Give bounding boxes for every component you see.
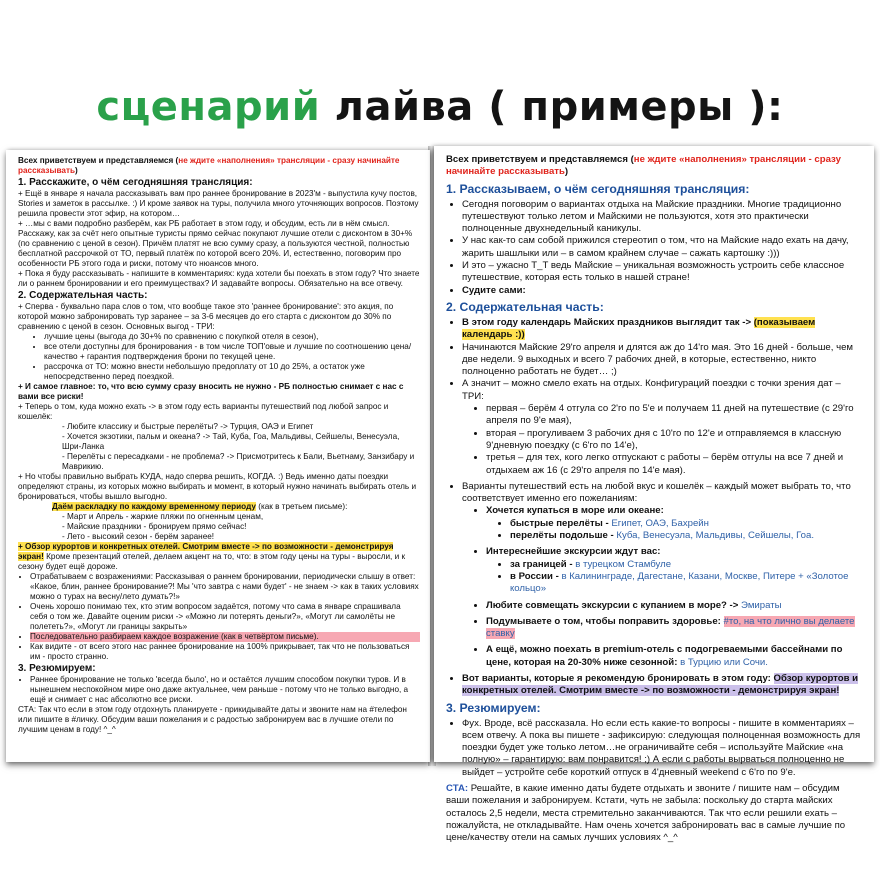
title-rest: лайва ( примеры ): xyxy=(334,84,784,130)
list-item: • Последовательно разбираем каждое возражение (как в четвёртом письме). xyxy=(30,632,420,642)
left-page xyxy=(6,150,430,762)
list-item: - Хочется экзотики, пальм и океана? -> Тай, Куба, Гоа, Мальдивы, Сейшелы, Венесуэла, Шри-Ланка xyxy=(62,432,400,451)
section-heading: 2. Содержательная часть: xyxy=(18,290,148,301)
cta-text: СТА: Решайте, в какие именно даты будете отдыхать и звоните / пишите нам – обсудим ваши пожелания и забронируем. Кстати, чуть не забыла: поскольку до старта майских осталось 2,5 недели, места стремительно заканчиваются. Так что если решили ехать – пожалуйста, не откладывайте. Нам очень хочется забронировать вас в самые лучшие по цене/качеству отели на самых лучших условиях ^_^ xyxy=(446,783,846,844)
list-item: • Отрабатываем с возражениями: Рассказывая о раннем бронировании, периодически слышу в ответ: «Какое, блин, раннее бронирование?! Мы 'что завтра с нами будет' - не знаем -> как в таких условиях можно о турах на весну/лето думать?!» xyxy=(30,572,420,602)
list-item: • вторая – прогуливаем 3 рабочих дня с 10'го по 12'е и отправляемся в классную 9'дневную поездку (с 6'го по 14'е), xyxy=(486,428,862,453)
right-page xyxy=(434,146,874,844)
section-heading: 3. Резюмируем: xyxy=(18,663,96,674)
section-heading: 1. Рассказываем, о чём сегодняшняя трансляция: xyxy=(446,181,750,196)
list-item: - Любите классику и быстрые перелёты? -> Турция, ОАЭ и Египет xyxy=(62,422,314,431)
section-heading: 3. Резюмируем: xyxy=(446,700,541,715)
list-item: • А значит – можно смело ехать на отдых. Конфигураций поездки с точки зрения дат – ТРИ: xyxy=(462,378,862,403)
period-note: Даём раскладку по каждому временному периоду (как в третьем письме): xyxy=(52,502,348,511)
summary-list xyxy=(446,718,862,779)
options-list xyxy=(446,505,862,517)
list-item: • Вот варианты, которые я рекомендую бронировать в этом году: Обзор курортов и конкретных отелей. Смотрим вместе -> по возможности - демонстрируя экран! xyxy=(462,673,862,698)
paragraph: + Пока я буду рассказывать - напишите в комментариях: куда хотели бы поехать в этом году? Что знаете ли о раннем бронировании и его преимуществах? И задавайте вопросы. Обязательно на все отвечу. xyxy=(18,269,420,288)
section-heading: 1. Расскажите, о чём сегодняшняя трансляция: xyxy=(18,177,253,188)
list-item: • Очень хорошо понимаю тех, кто этим вопросом задаётся, потому что сама в январе спрашивала себя о том же. Давайте оценим риски -> «Можно ли потерять деньги?», «Могут ли самолёты не полететь?», «Могут ли границы закрыть» xyxy=(30,602,420,632)
trip-config-list xyxy=(446,403,862,477)
paragraph: + И самое главное: то, что всю сумму сразу вносить не нужно - РБ полностью снимает с нас с вами все риски! xyxy=(18,382,404,401)
title-highlight: сценарий xyxy=(96,84,321,130)
list-item: • Судите сами: xyxy=(462,285,862,297)
list-item: • И это – ужасно T_T ведь Майские – уникальная возможность устроить себе классное путешествие, которая есть только в нашей стране! xyxy=(462,260,862,285)
list-item: • третья – для тех, кого легко отпускают с работы – берём отгулы на все 7 дней и отдыхаем аж 16 (с 29'го апреля по 14'е мая). xyxy=(486,452,862,477)
list-item: • лучшие цены (выгода до 30+% по сравнению с покупкой отеля в сезон), xyxy=(44,332,420,342)
options-list xyxy=(446,600,862,669)
list-item: • Как видите - от всего этого нас раннее бронирование на 100% прикрывает, так что не пользоваться им - просто странно. xyxy=(30,642,420,662)
list-item: • А ещё, можно поехать в premium-отель с подогреваемыми бассейнами по цене, которая на 20-30% ниже сезонной: в Турцию или Сочи. xyxy=(486,644,862,669)
list-item: • Сегодня поговорим о вариантах отдыха на Майские праздники. Многие традиционно путешествуют только летом и Майскими не пользуются, хотя это практически полноценные двухнедельный каникулы. xyxy=(462,199,862,236)
list-item: • Подумываете о том, чтобы поправить здоровье: #то, на что лично вы делаете ставку xyxy=(486,616,862,641)
intro-list xyxy=(446,199,862,297)
paragraph: + Но чтобы правильно выбрать КУДА, надо сперва решить, КОГДА. :) Ведь именно даты поездки определяют страны, из которых можно выбирать и момент, в который нужно начинать выбирать отель и бронироваться, чтобы вышло выгодно. xyxy=(18,472,417,501)
beach-list xyxy=(446,518,862,543)
list-item: • все отели доступны для бронирования - в том числе ТОП'овые и лучшие по соотношению цена/качество + гарантия подтверждения брони по текущей цене. xyxy=(44,342,420,362)
bullet-list xyxy=(18,332,420,382)
list-item: • Начинаются Майские 29'го апреля и длятся аж до 14'го мая. Это 16 дней - больше, чем две недели. 9 выходных и всего 7 рабочих дней, в которые, естественно, никто полноценно работать не будет… ;) xyxy=(462,342,862,379)
paragraph: + Ещё в январе я начала рассказывать вам про раннее бронирование в 2023'м - выпустила кучу постов, Stories и заметок в рассылке. :) И кроме заявок на туры, получила много уточняющих вопросов. Поэтому решила провести этот эфир, на котором… xyxy=(18,189,419,218)
list-item: - Март и Апрель - жаркие пляжи по огненным ценам, xyxy=(62,512,264,521)
paragraph: + Теперь о том, куда можно ехать -> в этом году есть варианты путешествий под любой запрос и кошелёк: xyxy=(18,402,389,421)
greeting: Всех приветствуем и представляемся (не ждите «наполнения» трансляции - сразу начинайте рассказывать) xyxy=(446,154,841,178)
section-heading: 2. Содержательная часть: xyxy=(446,299,604,314)
list-item: • быстрые перелёты - Египет, ОАЭ, Бахрейн xyxy=(510,518,862,530)
list-item: • в России - в Калининграде, Дагестане, Казани, Москве, Питере + «Золотое кольцо» xyxy=(510,571,862,596)
summary-list xyxy=(18,675,420,705)
objection-list xyxy=(18,572,420,662)
recommend-list xyxy=(446,673,862,698)
paragraph: + …мы с вами подробно разберём, как РБ работает в этом году, и обсудим, есть ли в нём смысл. Расскажу, как за счёт него опытные туристы прямо сейчас покупают лучшие отели с дисконтом в 30+% (по сравнению с ценой в сезон). Причём платят не всю сумму сразу, а пользуются честной, полностью бесплатной рассрочкой от ТО, первый платёж по которой всего 20%. И, естественно, поговорим про особенности РБ этого года и риски, потому что нюансов много. xyxy=(18,219,413,268)
list-item: • за границей - в турецком Стамбуле xyxy=(510,559,862,571)
list-item: - Лето - высокий сезон - берём заранее! xyxy=(62,532,215,541)
list-item: • первая – берём 4 отгула со 2'го по 5'е и получаем 11 дней на путешествие (с 29'го апреля по 9'е мая), xyxy=(486,403,862,428)
calendar-list xyxy=(446,317,862,403)
list-item: - Перелёты с пересадками - не проблема? -> Присмотритесь к Бали, Вьетнаму, Занзибару и Маврикию. xyxy=(62,452,415,471)
list-item: • У нас как-то сам собой прижился стереотип о том, что на Майские надо ехать на дачу, жарить шашлыки или – в самом крайнем случае – сажать картошку :))) xyxy=(462,235,862,260)
excursion-list xyxy=(446,559,862,596)
list-item: • перелёты подольше - Куба, Венесуэла, Мальдивы, Сейшелы, Гоа. xyxy=(510,530,862,542)
greeting: Всех приветствуем и представляемся (не ждите «наполнения» трансляции - сразу начинайте рассказывать) xyxy=(18,156,400,175)
options-list xyxy=(446,546,862,558)
list-item: • В этом году календарь Майских праздников выглядит так -> (показываем календарь :)) xyxy=(462,317,862,342)
page-title xyxy=(0,84,880,130)
list-item: • Фух. Вроде, всё рассказала. Но если есть какие-то вопросы - пишите в комментариях – всем отвечу. А пока вы пишете - зафиксирую: следующая полноценная возможность для поездки будет уже только летом…не ограничивайте себя – используйте Майские «на полную» – гарантирую: вам понравится! ;) А если с работы вырваться полноценно не выйдет – устройте себе короткий отпуск в 4'дневный weekend с 6'го по 9'е. xyxy=(462,718,862,779)
review-paragraph: + Обзор курортов и конкретных отелей. Смотрим вместе -> по возможности - демонстрируя экран! Кроме презентаций отелей, делаем акцент на то, что: в этом году цены на туры - выросли, и к сезону будет ещё дороже. xyxy=(18,542,406,571)
list-item: • Любите совмещать экскурсии с купанием в море? -> Эмираты xyxy=(486,600,862,612)
list-item: - Майские праздники - бронируем прямо сейчас! xyxy=(62,522,247,531)
list-item: • Хочется купаться в море или океане: xyxy=(486,505,862,517)
variants-list xyxy=(446,481,862,506)
list-item: • рассрочка от ТО: можно внести небольшую предоплату от 10 до 25%, а остаток уже непосредственно перед поездкой. xyxy=(44,362,420,382)
cta-text: СТА: Так что если в этом году отдохнуть планируете - прикидывайте даты и звоните нам на #телефон или пишите в #личку. Обсудим ваши пожелания и с радостью забронируем вас в лучшие отели по лучшим ценам в году! ^_^ xyxy=(18,705,407,734)
list-item: • Интереснейшие экскурсии ждут вас: xyxy=(486,546,862,558)
paragraph: + Сперва - буквально пара слов о том, что вообще такое это 'раннее бронирование': это акция, по которой можно забронировать тур заранее – за 3-6 месяцев до его старта с дисконтом до 30% по сравнению с ценой в сезон. Основных выгод - ТРИ: xyxy=(18,302,394,331)
list-item: • Варианты путешествий есть на любой вкус и кошелёк – каждый может выбрать то, что соответствует именно его пожеланиям: xyxy=(462,481,862,506)
destination-list xyxy=(18,422,420,472)
period-list xyxy=(18,512,420,542)
list-item: • Раннее бронирование не только 'всегда было', но и остаётся лучшим способом покупки туров. И в нынешнем неспокойном мире оно даже актуальнее, чем раньше - потому что не только выгодно, а ещё и снимает с нас абсолютно все риски. xyxy=(30,675,420,705)
